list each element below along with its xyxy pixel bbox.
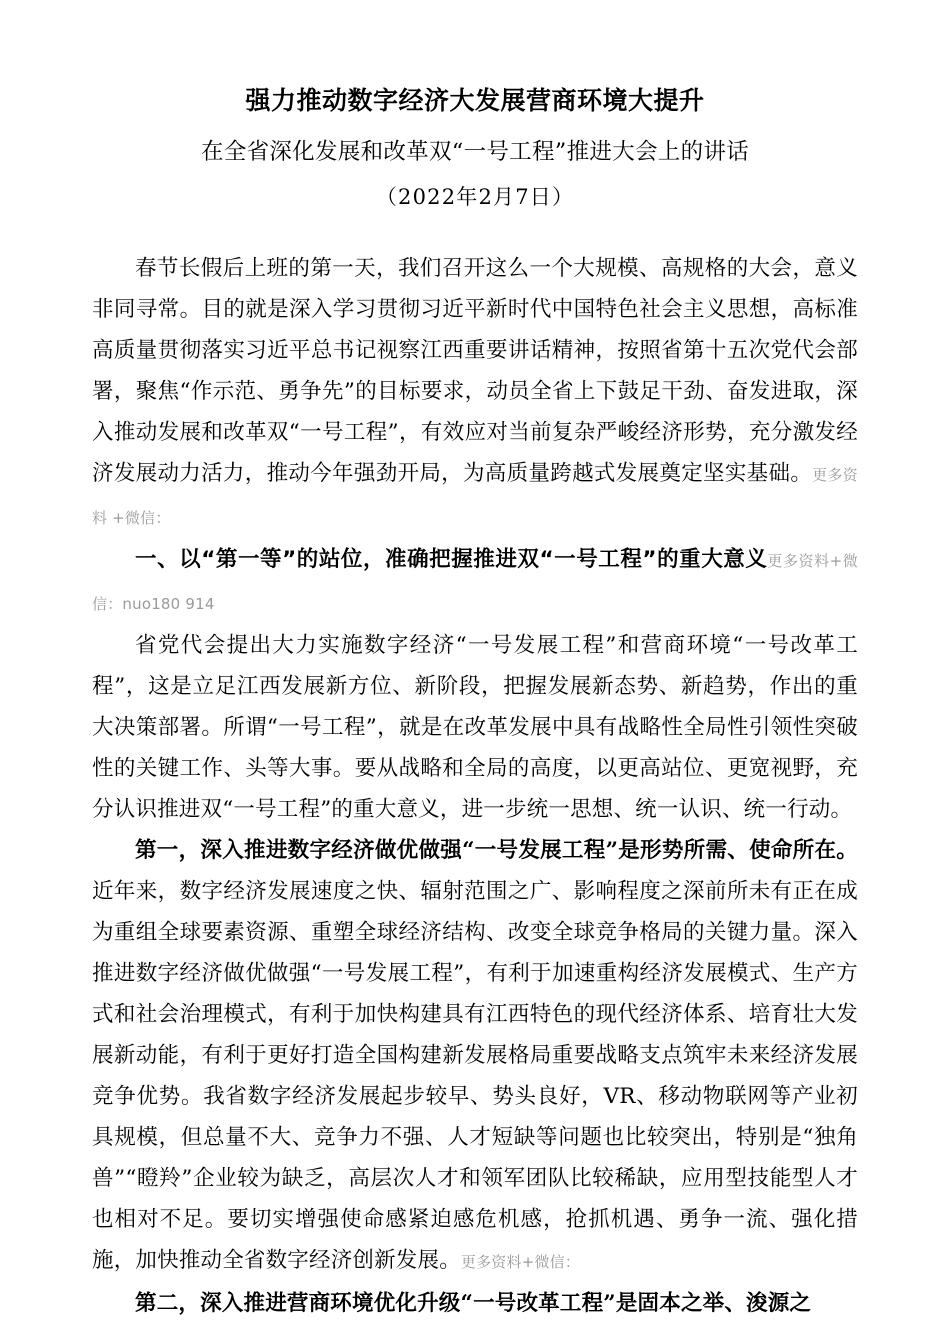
watermark-1: 更多资料 +微信： bbox=[92, 466, 858, 527]
document-subtitle: 在全省深化发展和改革双“一号工程”推进大会上的讲话 bbox=[200, 139, 749, 165]
paragraph-intro-text: 春节长假后上班的第一天，我们召开这么一个大规模、高规格的大会，意义非同寻常。目的就是深入学习贯彻习近平新时代中国特色社会主义思想，高标准高质量贯彻落实习近平总书记视察江西重要讲话精神，按照省第十五次党代会部署，聚焦“作示范、勇争先”的目标要求，动员全省上下鼓足干劲、奋发进取，深入推动发展和改革双“一号工程”，有效应对当前复杂严峻经济形势，充分激发经济发展动力活力，推动今年强劲开局，为高质量跨越式发展奠定坚实基础。 bbox=[92, 256, 858, 486]
watermark-3: 更多资料+微信： bbox=[460, 1253, 581, 1271]
watermark-2a: 更多资 bbox=[767, 552, 815, 570]
document-date: （2022年2月7日） bbox=[375, 185, 575, 209]
watermark-2b: 料+微信：nuo180 914 bbox=[92, 552, 859, 613]
paragraph-2-text: 省党代会提出大力实施数字经济“一号发展工程”和营商环境“一号改革工程”，这是立足江西发展新方位、新阶段，把握发展新态势、新趋势，作出的重大决策部署。所谓“一号工程”，就是在改革发展中具有战略性全局性引领性突破性的关键工作、头等大事。要从战略和全局的高度，以更高站位、更宽视野，充分认识推进双“一号工程”的重大意义，进一步统一思想、统一认识、统一行动。 bbox=[92, 633, 858, 822]
paragraph-4 bbox=[92, 1283, 858, 1324]
section-heading-1 bbox=[92, 539, 858, 625]
paragraph-3-text: 近年来，数字经济发展速度之快、辐射范围之广、影响程度之深前所未有正在成为重组全球要素资源、重塑全球经济结构、改变全球竞争格局的关键力量。深入推进数字经济做优做强“一号发展工程”，有利于加速重构经济发展模式、生产方式和社会治理模式，有利于加快构建具有江西特色的现代经济体系、培育壮大发展新动能，有利于更好打造全国构建新发展格局重要战略支点筑牢未来经济发展竞争优势。我省数字经济发展起步较早、势头良好，VR、移动物联网等产业初具规模，但总量不大、竞争力不强、人才短缺等问题也比较突出，特别是“独角兽”“瞪羚”企业较为缺乏，高层次人才和领军团队比较稀缺，应用型技能型人才也相对不足。要切实增强使命感紧迫感危机感，抢抓机遇、勇争一流、强化措施，加快推动全省数字经济创新发展。 bbox=[92, 879, 858, 1273]
paragraph-intro bbox=[92, 248, 858, 539]
paragraph-2 bbox=[92, 625, 858, 830]
document-body bbox=[92, 248, 858, 1324]
page-title: 强力推动数字经济大发展营商环境大提升 bbox=[245, 86, 705, 115]
paragraph-3-lead: 第一，深入推进数字经济做优做强“一号发展工程”是形势所需、使命所在。 bbox=[135, 838, 858, 863]
paragraph-3 bbox=[92, 830, 858, 1283]
document-content bbox=[92, 0, 858, 1324]
section-heading-1-text: 一、以“第一等”的站位，准确把握推进双“一号工程”的重大意义 bbox=[135, 547, 768, 572]
paragraph-4-lead: 第二，深入推进营商环境优化升级“一号改革工程”是固本之举、浚源之 bbox=[135, 1291, 812, 1316]
